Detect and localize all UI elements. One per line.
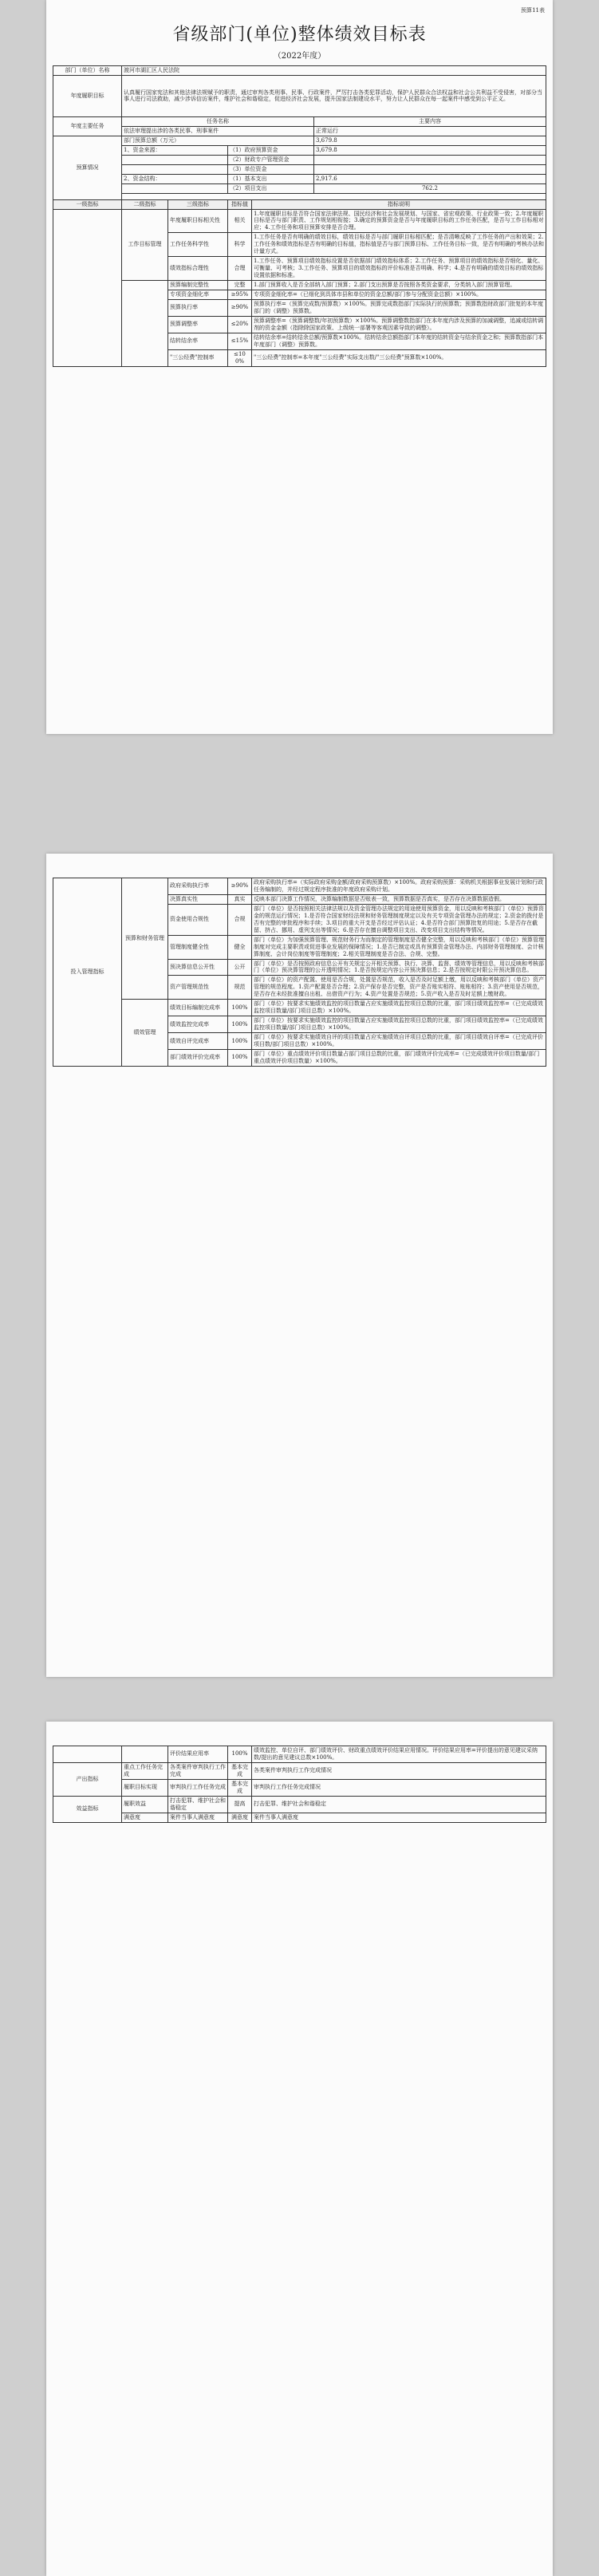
ind-value: 公开 [228,959,252,976]
l2-goal: 工作目标管理 [122,209,168,281]
ind-desc: 结转结余率=结转结余总额/预算数×100%。结转结余总额指部门本年度的结转资金与结余资金之和；预算数指部门本年度部门（调整）预算数。 [252,333,546,349]
document-year: （2022年度） [273,52,326,61]
ind-name: 结转结余率 [168,333,228,349]
l1-cont [53,1746,122,1763]
ind-name: 绩效自评完成率 [168,1033,228,1050]
ind-value: 真实 [228,894,252,904]
ind-name: 年度履职目标相关性 [168,209,228,233]
ind-desc: 绩效监控、单位自评、部门绩效评价、财政重点绩效评价结果应用情况。评价结果应用率=评价提出的意见建议采纳数/提出的意见建议总数×100%。 [252,1746,546,1763]
ind-name: 审判执行工作任务完成 [168,1779,228,1796]
ind-value: 科学 [228,233,252,257]
ind-value: ≥90% [228,300,252,317]
annex-label: 预算11表 [521,7,545,14]
document-page-2 [46,854,553,1677]
tasks-label: 年度主要任务 [53,116,122,136]
ind-desc: 部门（单位）为加强预算管理、规范财务行为而制定的管理制度是否健全完整，用以反映和考核部门（单位）预算管理制度对完成主要职责或促进事业发展的保障情况；1.是否已制定或具有预算资金管理办法、内部财务管理制度、会计核算制度、会计岗位制度等管理制度；2.相关管理制度是否合法、合规、完整。 [252,935,546,959]
budget-st2: （2）项目支出 [228,183,314,193]
dept-value: 渡河市湖汇区人民法院 [122,66,546,76]
ind-name: 预算调整率 [168,316,228,333]
ind-name: 部门绩效评价完成率 [168,1050,228,1067]
l1-effect: 效益指标 [53,1796,122,1822]
head-l3: 三级指标 [168,199,228,209]
budget-src1: （1）政府预算资金 [228,145,314,155]
ind-desc: 部门（单位）是否按照相关法律法规以及资金管理办法规定的用途使用预算资金，用以反映和考核部门（单位）预算资金的规范运行情况；1.是否符合国家财经法规和财务管理制度规定以及有关专项资金管理办法的规定；2.资金的拨付是否有完整的审批程序和手续；3.项目的重大开支是否经过评估认证；4.是否符合部门预算批复的用途；5.是否存在截留、挤占、挪用、虚列支出等情况；6.是否存在擅自调整项目支出、改变项目支出结构等情况。 [252,904,546,935]
ind-desc: 审判执行工作任务完成情况 [252,1779,546,1796]
ind-name: 预算执行率 [168,300,228,317]
ind-desc: 1.工作任务、预算项目绩效指标设置是否依据部门绩效指标体系；2.工作任务、预算项目的绩效指标是否细化、量化、可衡量、可考核；3.工作任务、预算项目的绩效指标的评价标准是否明确、科学；4.是否有明确的绩效目标的绩效指标设置依据和标准。 [252,257,546,281]
ind-desc: 部门（单位）重点绩效评价项目数量占部门项目总数的比重，部门绩效评价完成率=（已完成绩效评价项目数量/部门重点绩效评价项目数量）×100%。 [252,1050,546,1067]
ind-desc: 政府采购执行率=（实际政府采购金额/政府采购预算数）×100%。政府采购预算：采购机关根据事业发展计划和行政任务编制的，并经过规定程序批准的年度政府采购计划。 [252,878,546,895]
budget-st1-value: 2,917.6 [314,174,546,183]
ind-value: 100% [228,1000,252,1016]
tasks-head-content: 主要内容 [314,116,546,126]
info-table [53,65,546,200]
ind-desc: 反映本部门决算工作情况，决算编制数据是否账表一致，预算数据是否真实，是否存在决算数据造假。 [252,894,546,904]
ind-desc: 1.部门预算收入是否全部纳入部门预算；2.部门支出预算是否按照各类资金要求，分类纳入部门预算管理。 [252,281,546,290]
ind-desc: 案件当事人满意度 [252,1813,546,1822]
tasks-head-name: 任务名称 [122,116,314,126]
budget-st1: （1）基本支出 [228,174,314,183]
ind-desc: 打击犯罪、维护社会和谐稳定 [252,1796,546,1813]
ind-name: 决算真实性 [168,894,228,904]
ind-name: 各类案件审判执行工作完成 [168,1762,228,1779]
indicator-table-2 [53,878,546,1067]
ind-name: 管理制度健全性 [168,935,228,959]
l2-budget: 预算和财务管理 [122,878,168,1000]
ind-name: 专项资金细化率 [168,290,228,300]
indicator-table-1 [53,199,546,367]
budget-src2-value [314,155,546,164]
budget-total-value: 3,679.8 [314,136,546,145]
head-l1: 一级指标 [53,199,122,209]
duty-value: 认真履行国家宪法和其他法律法规赋予的职责，通过审判各类刑事、民事、行政案件，严厉打击各类犯罪活动，保护人民群众合法权益和社会公共利益不受侵害，对部分当事人进行司法救助，减少涉诉信访案件，维护社会和谐稳定，促进经济社会发展，提升国家法制建设水平，努力让人民群众在每一起案件中感受到公平正义。 [122,75,546,116]
budget-label: 预算情况 [53,136,122,199]
ind-value: ≤15% [228,333,252,349]
ind-value: ≥95% [228,290,252,300]
l2-cont [122,1746,168,1763]
ind-value: 规范 [228,976,252,1000]
l2-key-work: 重点工作任务完成 [122,1762,168,1779]
ind-desc: 1.工作任务是否有明确的绩效目标，绩效目标是否与部门履职目标相匹配；是否清晰反映了工作任务的产出和效果；2.工作任务和绩效指标是否有明确的目标值，指标值是否与部门预算目标、工作任务目标一致，是否有明确的考核办法和计量方式。 [252,233,546,257]
ind-desc: 部门（单位）按要求实施绩效监控的项目数量占应实施绩效监控项目总数的比重，部门项目绩效监控率=（已完成绩效监控项目数量/部门项目总数）×100%。 [252,1016,546,1033]
document-page-3 [46,1722,553,2576]
l2-budget-page1 [122,281,168,367]
l1-output: 产出指标 [53,1762,122,1796]
ind-value: 100% [228,1746,252,1763]
head-l2: 二级指标 [122,199,168,209]
ind-value: 合规 [228,904,252,935]
budget-st2-value: 762.2 [314,183,546,193]
ind-name: 政府采购执行率 [168,878,228,895]
ind-desc: 部门（单位）按要求实施绩效监控的项目数量占应实施绩效监控项目总数的比重，部门项目绩效监控率=（已完成绩效监控项目数量/部门项目总数）×100%。 [252,1000,546,1016]
l1-input-management: 投入管理指标 [53,878,122,1067]
ind-name: 绩效目标编制完成率 [168,1000,228,1016]
ind-desc: 部门（单位）按要求实施绩效自评的项目数量占应实施绩效自评项目总数的比重，部门项目绩效自评率=（已完成评价项目数/部门项目总数）×100%。 [252,1033,546,1050]
ind-value: 健全 [228,935,252,959]
ind-value: ≤20% [228,316,252,333]
ind-name: 工作任务科学性 [168,233,228,257]
l1-cell-page1 [53,209,122,366]
budget-src-label: 1、资金来源： [122,145,228,155]
ind-desc: 预算调整率=（预算调整数/年初预算数）×100%。预算调整数指部门在本年度内涉及预算的加减调整，追减或结转调剂的资金金额（指除除国家政策、上级统一部署等客观因素导致的调整）。 [252,316,546,333]
ind-name: 绩效监控完成率 [168,1016,228,1033]
ind-desc: 专项资金细化率=（已细化到具体市县和单位的资金总额/部门参与分配资金总额）×100%。 [252,290,546,300]
l2-duty-benefit: 履职效益 [122,1796,168,1813]
ind-value: 合理 [228,257,252,281]
l2-duty-goal: 履职目标实现 [122,1779,168,1796]
ind-name: 资产管理规范性 [168,976,228,1000]
ind-value: 提高 [228,1796,252,1813]
budget-src3-value [314,164,546,174]
ind-desc: 部门（单位）的资产配置、使用是否合规，处置是否规范，收入是否及时足额上缴，用以反映和考核部门（单位）资产管理的规范程度。1.资产配置是否合理；2.资产保存是否完整，资产是否账实相符、账账相符；3.资产使用是否规范，是否存在未经批准擅自出租、出借资产行为；4.资产处置是否规范；5.资产收入是否及时足额上缴财政。 [252,976,546,1000]
ind-desc: 预算执行率=（预算完成数/预算数）×100%。预算完成数指部门实际执行的预算数；预算数指财政部门批复的本年度部门的（调整）预算数。 [252,300,546,317]
budget-src1-value: 3,679.8 [314,145,546,155]
ind-name: 资金使用合规性 [168,904,228,935]
ind-value: 100% [228,1033,252,1050]
ind-name: "三公经费"控制率 [168,349,228,366]
ind-name: 预算编制完整性 [168,281,228,290]
ind-name: 预决算信息公开性 [168,959,228,976]
ind-name: 绩效指标合理性 [168,257,228,281]
l2-satisfaction: 满意度 [122,1813,168,1822]
ind-value: 满意度 [228,1813,252,1822]
budget-src3: （3）单位资金 [228,164,314,174]
dept-label: 部门（单位）名称 [53,66,122,76]
ind-value: ≤100% [228,349,252,366]
budget-total-label: 部门预算总额（万元） [122,136,314,145]
budget-struct-label: 2、资金结构： [122,174,228,183]
ind-desc: 1.年度履职目标是否符合国家法律法规、国民经济和社会发展规划、与国家、省宏观政策、行业政策一致；2.年度履职目标是否与部门职责、工作规划相衔接；3.确定的预算资金是否与年度履职目标的工作任务匹配，是否与工作目标相对应；4.工作任务和项目预算安排是否合理。 [252,209,546,233]
task-name: 依法审理提出涉的各类民事、刑事案件 [122,126,314,136]
task-content: 正常运行 [314,126,546,136]
ind-value: 100% [228,1016,252,1033]
ind-name: 打击犯罪、维护社会和谐稳定 [168,1796,228,1813]
document-title: 省级部门(单位)整体绩效目标表 [172,25,427,45]
head-val: 指标值 [228,199,252,209]
ind-value: ≥90% [228,878,252,895]
l2-performance: 绩效管理 [122,1000,168,1067]
budget-src2: （2）财政专户管理资金 [228,155,314,164]
ind-value: 100% [228,1050,252,1067]
ind-value: 基本完成 [228,1762,252,1779]
head-desc: 指标说明 [252,199,546,209]
ind-name: 案件当事人满意度 [168,1813,228,1822]
ind-value: 完整 [228,281,252,290]
ind-value: 基本完成 [228,1779,252,1796]
ind-name: 评价结果应用率 [168,1746,228,1763]
document-page-1 [46,0,553,734]
ind-value: 相关 [228,209,252,233]
ind-desc: 各类案件审判执行工作完成情况 [252,1762,546,1779]
ind-desc: 部门（单位）是否按照政府信息公开有关规定公开相关预算、执行、决算、监督、绩效等管理信息，用以反映和考核部门（单位）预决算管理的公开透明情况；1.是否按规定内容公开预决算信息；2.是否按规定时限公开预决算信息。 [252,959,546,976]
indicator-table-3 [53,1746,546,1823]
duty-label: 年度履职目标 [53,75,122,116]
ind-desc: "三公经费"控制率=本年度"三公经费"实际支出数/"三公经费"预算数×100%。 [252,349,546,366]
